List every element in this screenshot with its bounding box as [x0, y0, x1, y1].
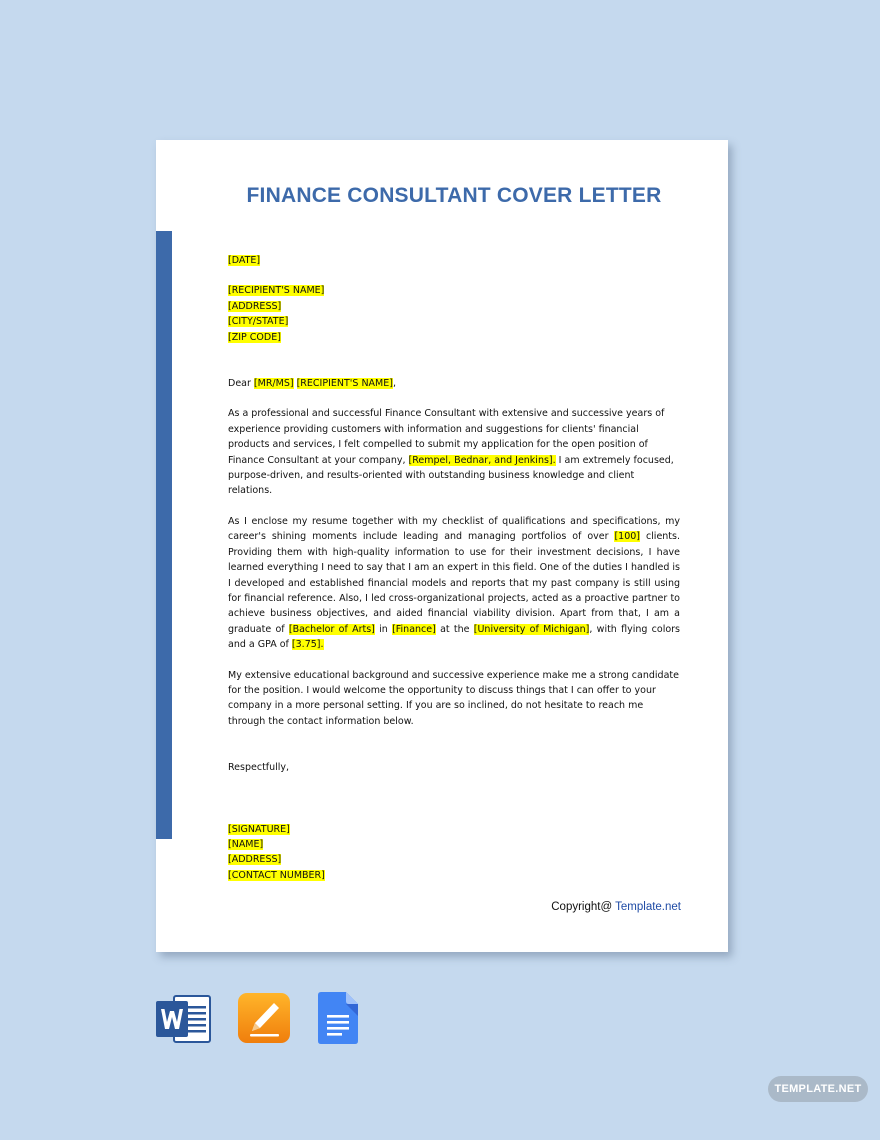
- contact-number-placeholder: [CONTACT NUMBER]: [228, 869, 325, 881]
- document-page: [156, 140, 728, 952]
- salutation-name-placeholder: [RECIPIENT'S NAME]: [296, 378, 393, 390]
- clients-placeholder: [100]: [614, 531, 640, 543]
- signature-placeholder: [SIGNATURE]: [228, 823, 290, 835]
- word-icon[interactable]: [156, 994, 212, 1044]
- google-docs-icon[interactable]: [318, 992, 358, 1044]
- sender-address-placeholder: [ADDRESS]: [228, 854, 282, 866]
- degree-placeholder: [Bachelor of Arts]: [288, 623, 375, 635]
- salutation: Dear [MR/MS] [RECIPIENT'S NAME],: [228, 378, 396, 390]
- gpa-placeholder: [3.75].: [291, 639, 324, 651]
- pages-icon[interactable]: [238, 993, 290, 1043]
- template-net-link[interactable]: Template.net: [615, 901, 681, 913]
- copyright-notice: Copyright@ Template.net: [551, 901, 681, 913]
- recipient-name-placeholder: [RECIPIENT'S NAME]: [228, 285, 325, 297]
- recipient-city-state-placeholder: [CITY/STATE]: [228, 316, 289, 328]
- document-title: FINANCE CONSULTANT COVER LETTER: [246, 184, 662, 207]
- salutation-title-placeholder: [MR/MS]: [253, 378, 294, 390]
- paragraph-2: As I enclose my resume together with my checklist of qualifications and specifications, my career's shining moments include leading and managing portfolios of over [100] clients. Providing them with high-quality information to use for their investment decisions, I have learned everything I need to say that I am an expert in this field. One of the duties I handled is I developed and established financial models and reports that my past company is still using for financial reference. Also, I led cross-organizational projects, acted as a proactive partner to achieve business objectives, and aided financial viability division. Apart from that, I am a graduate of [Bachelor of Arts] in [Finance] at the [University of Michigan], with flying colors and a GPA of [3.75].: [228, 515, 681, 651]
- date-placeholder: [DATE]: [228, 255, 261, 266]
- university-placeholder: [University of Michigan]: [473, 623, 590, 635]
- paragraph-3: My extensive educational background and successive experience make me a strong candidate for the position. I would welcome the opportunity to discuss things that I can offer to your company in a more personal setting. If you are so inclined, do not hesitate to reach me through the contact information below.: [228, 669, 679, 727]
- letter-body: [228, 253, 680, 883]
- paragraph-1: As a professional and successful Finance Consultant with extensive and successive years of experience providing customers with information and suggestions for clients' financial products and services, I felt compelled to submit my application for the open position of Finance Consultant at your company, [Rempel, Bednar, and Jenkins]. I am extremely focused, purpose-driven, and results-oriented with outstanding business knowledge and client relations.: [228, 408, 674, 497]
- accent-bar: [156, 231, 172, 839]
- template-net-badge[interactable]: TEMPLATE.NET: [768, 1076, 868, 1102]
- recipient-address-placeholder: [ADDRESS]: [228, 300, 282, 312]
- sender-name-placeholder: [NAME]: [228, 838, 264, 850]
- company-placeholder: [Rempel, Bednar, and Jenkins].: [408, 454, 556, 466]
- major-placeholder: [Finance]: [392, 623, 436, 635]
- recipient-zip-placeholder: [ZIP CODE]: [228, 331, 281, 343]
- closing: Respectfully,: [228, 762, 290, 774]
